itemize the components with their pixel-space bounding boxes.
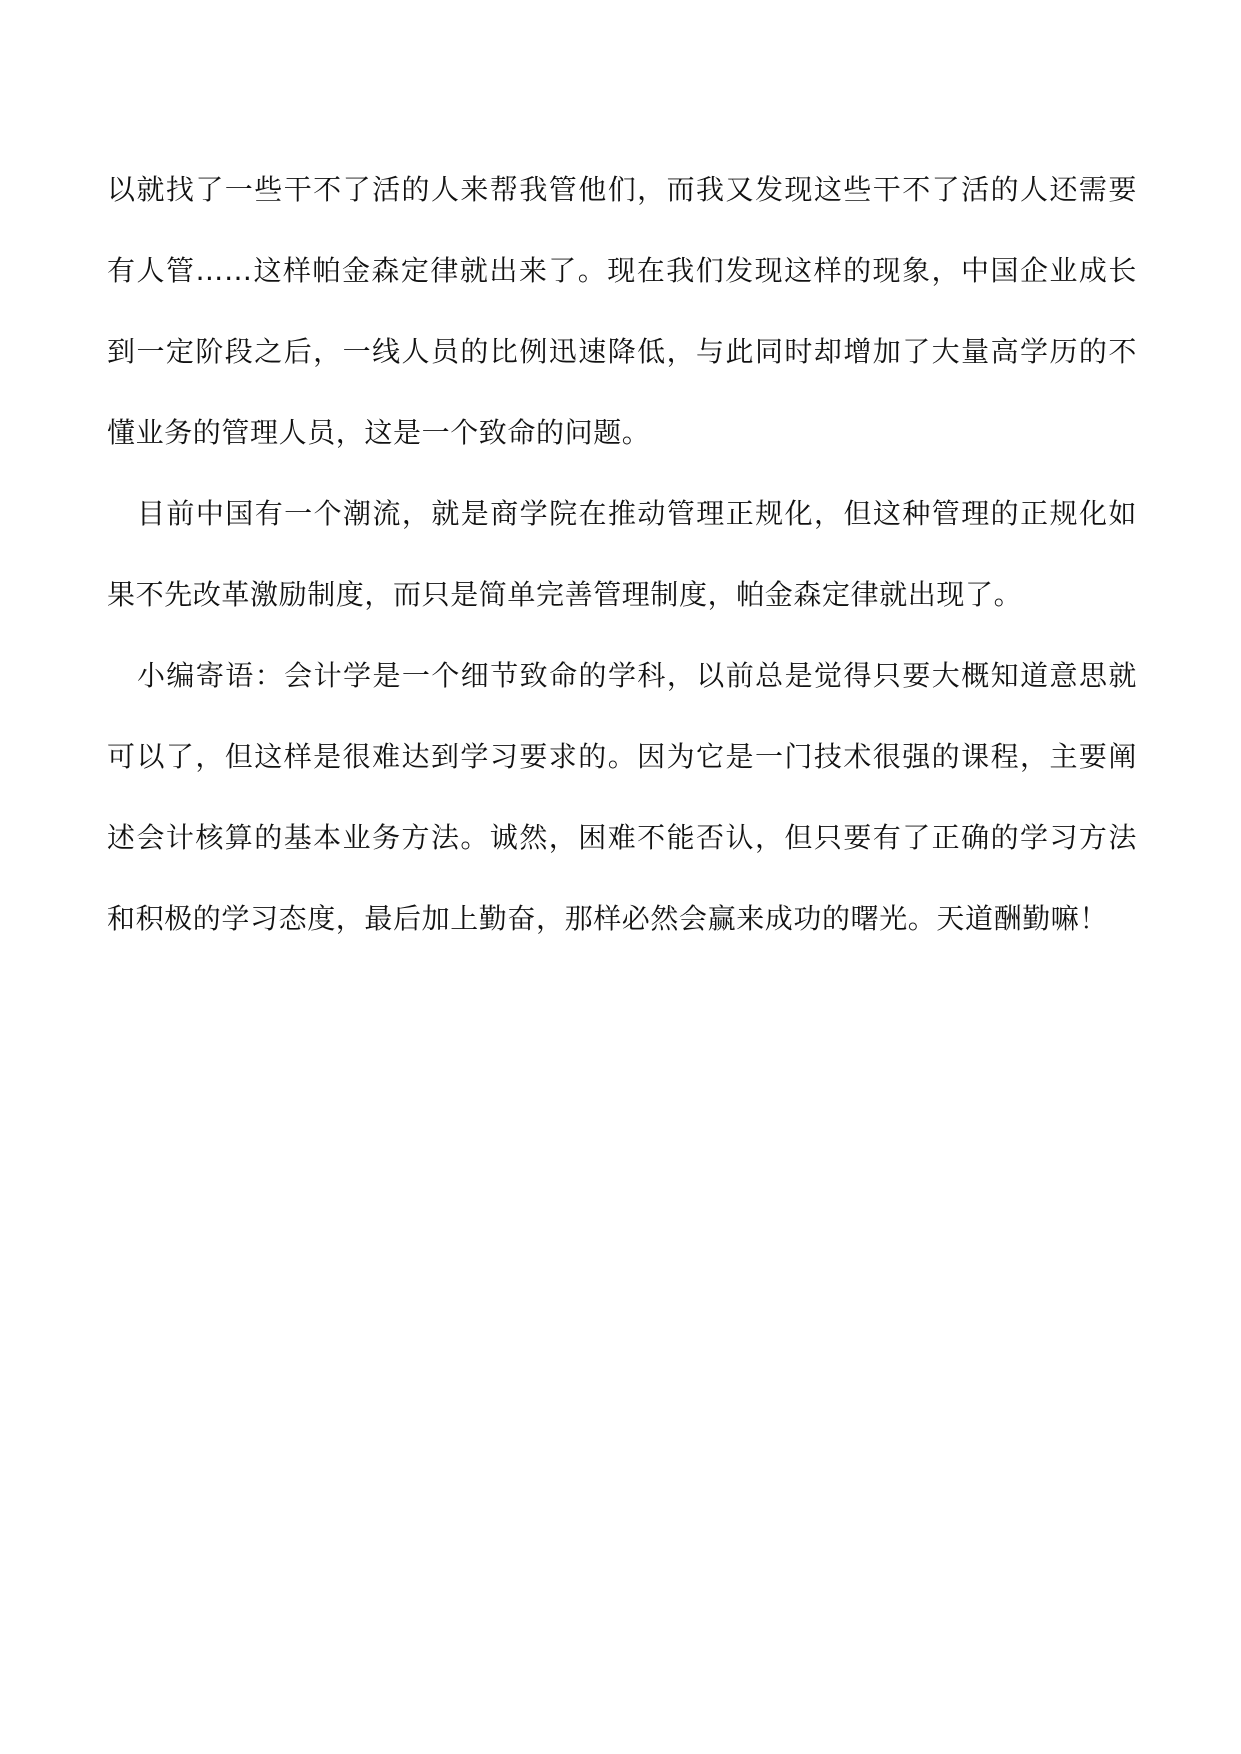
text-line: 可以了，但这样是很难达到学习要求的。因为它是一门技术很强的课程，主要阐 [107,740,1137,773]
document-body [107,163,1137,973]
text-line: 懂业务的管理人员，这是一个致命的问题。 [107,416,651,449]
text-line: 以就找了一些干不了活的人来帮我管他们，而我又发现这些干不了活的人还需要 [107,173,1137,206]
paragraph-editor-note [107,649,1137,973]
text-line: 小编寄语：会计学是一个细节致命的学科，以前总是觉得只要大概知道意思就 [137,659,1137,692]
text-line: 有人管……这样帕金森定律就出来了。现在我们发现这样的现象，中国企业成长 [107,254,1137,287]
text-line: 目前中国有一个潮流，就是商学院在推动管理正规化，但这种管理的正规化如 [137,497,1137,530]
text-line: 到一定阶段之后，一线人员的比例迅速降低，与此同时却增加了大量高学历的不 [107,335,1137,368]
paragraph-business-school-trend [107,487,1137,649]
text-line: 果不先改革激励制度，而只是简单完善管理制度，帕金森定律就出现了。 [107,578,1023,611]
text-line: 述会计核算的基本业务方法。诚然，困难不能否认，但只要有了正确的学习方法 [107,821,1137,854]
text-line: 和积极的学习态度，最后加上勤奋，那样必然会赢来成功的曙光。天道酬勤嘛！ [107,902,1109,935]
paragraph-parkinson-law [107,163,1137,487]
